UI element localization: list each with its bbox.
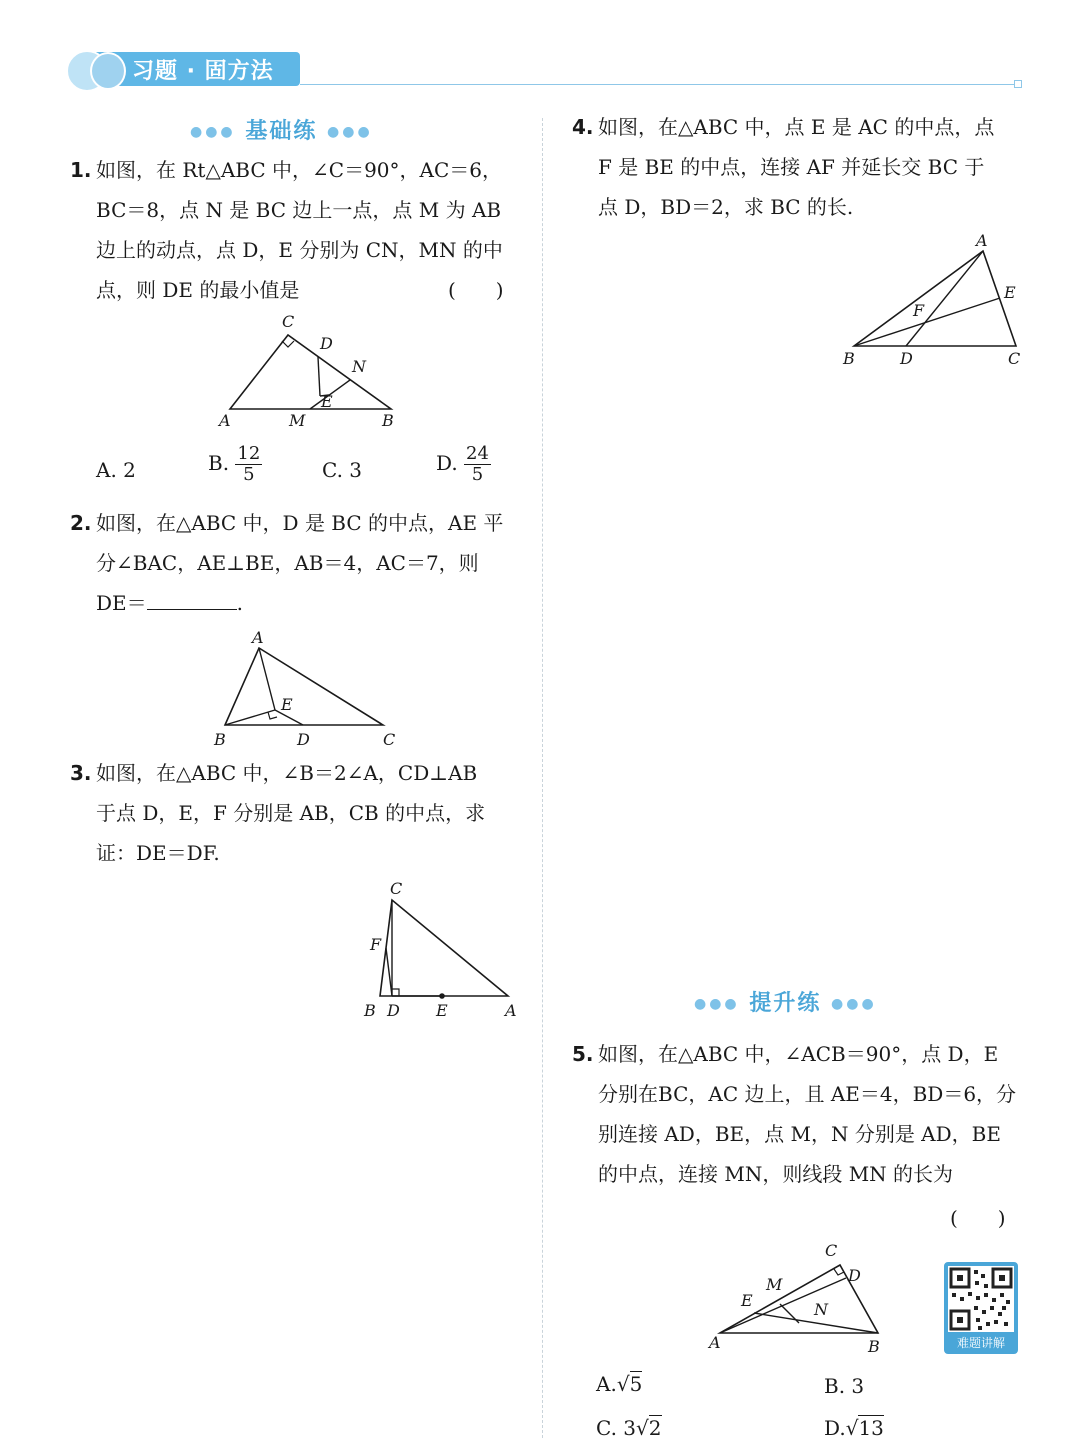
header-circle-icon-2 <box>90 52 126 90</box>
question-4-number: 4. <box>572 115 594 139</box>
question-3-line: 于点 D，E，F 分别是 AB，CB 的中点，求 <box>96 801 486 825</box>
question-5-line: 如图，在△ABC 中，∠ACB＝90°，点 D，E <box>598 1042 999 1066</box>
option-1b-den: 5 <box>243 464 255 485</box>
option-1d-fraction <box>464 444 491 485</box>
fig1-label-B: B <box>382 411 394 430</box>
question-4-line: 点 D，BD＝2，求 BC 的长. <box>598 195 854 219</box>
question-1-line: BC＝8，点 N 是 BC 边上一点，点 M 为 AB <box>96 198 502 222</box>
sqrt-icon: √ <box>845 1416 859 1440</box>
option-5b[interactable]: B. 3 <box>824 1374 865 1398</box>
fig2-label-C: C <box>383 730 396 749</box>
option-1d-prefix: D. <box>436 451 458 475</box>
question-2 <box>70 503 516 623</box>
fig4-label-E: E <box>1004 283 1016 302</box>
section-advanced-label: 提升练 <box>749 991 822 1016</box>
question-2-number: 2. <box>70 511 92 535</box>
option-5c-radicand: 2 <box>648 1416 662 1440</box>
question-5-line: 别连接 AD，BE，点 M，N 分别是 AD，BE <box>598 1122 1001 1146</box>
option-5d[interactable] <box>824 1416 884 1440</box>
option-1b-prefix: B. <box>208 451 230 475</box>
dots-left-icon: ●●● <box>694 996 740 1012</box>
option-1d-num: 24 <box>466 443 489 464</box>
fig4-label-A: A <box>976 231 988 250</box>
fig5-label-N: N <box>814 1300 828 1319</box>
question-3 <box>70 753 516 873</box>
fig1-label-E: E <box>321 392 333 411</box>
question-2-line <box>96 583 516 623</box>
fig5-label-B: B <box>868 1337 880 1356</box>
fig5-label-D: D <box>848 1266 861 1285</box>
option-1d[interactable] <box>436 444 491 485</box>
option-5a-radicand: 5 <box>629 1372 643 1396</box>
fig3-label-D: D <box>387 1001 400 1020</box>
dots-right-icon: ●●● <box>831 996 877 1012</box>
question-3-line: 证：DE＝DF. <box>96 841 220 865</box>
answer-paren-5: ( ) <box>950 1206 1006 1230</box>
sqrt-icon: √ <box>616 1372 630 1396</box>
figure-3 <box>360 876 525 1021</box>
option-1b[interactable] <box>208 444 262 485</box>
fig5-label-E: E <box>741 1291 753 1310</box>
fig1-label-A: A <box>219 411 231 430</box>
section-basic <box>190 114 373 145</box>
fig4-label-D: D <box>900 349 913 368</box>
dots-right-icon: ●●● <box>327 124 373 140</box>
fig5-label-M: M <box>766 1275 783 1294</box>
fig3-label-C: C <box>390 879 403 898</box>
question-5-line: 的中点，连接 MN，则线段 MN 的长为 <box>598 1162 954 1186</box>
fig2-label-A: A <box>252 628 264 647</box>
sqrt-icon: √ <box>636 1416 649 1440</box>
option-5d-radicand: 13 <box>858 1416 884 1440</box>
page-header-title: 习题 · 固方法 <box>132 59 274 84</box>
option-5c-prefix: C. 3 <box>596 1416 637 1440</box>
fig4-label-C: C <box>1008 349 1021 368</box>
section-advanced <box>694 986 877 1017</box>
question-5-line: 分别在BC，AC 边上，且 AE＝4，BD＝6，分 <box>598 1082 1017 1106</box>
question-1-number: 1. <box>70 158 92 182</box>
column-divider <box>542 118 543 1438</box>
fig3-label-A: A <box>505 1001 517 1020</box>
option-5c[interactable] <box>596 1416 662 1440</box>
question-2-line: 分∠BAC，AE⊥BE，AB＝4，AC＝7，则 <box>96 551 479 575</box>
question-3-number: 3. <box>70 761 92 785</box>
option-1c[interactable]: C. 3 <box>322 458 363 482</box>
question-3-line: 如图，在△ABC 中，∠B＝2∠A，CD⊥AB <box>96 761 478 785</box>
question-2-period: . <box>236 591 243 615</box>
qr-code[interactable] <box>944 1262 1018 1354</box>
option-1b-num: 12 <box>237 443 261 464</box>
fig2-label-E: E <box>281 695 293 714</box>
fig4-label-B: B <box>843 349 855 368</box>
fig5-label-A: A <box>709 1333 721 1352</box>
answer-paren-1: ( ) <box>448 278 504 302</box>
fig1-label-C: C <box>282 312 295 331</box>
section-basic-label: 基础练 <box>245 119 318 144</box>
option-1d-den: 5 <box>471 464 484 485</box>
answer-blank-2[interactable] <box>147 589 237 610</box>
qr-label: 难题讲解 <box>956 1336 1005 1350</box>
question-5 <box>572 1034 1018 1194</box>
fig1-label-M: M <box>289 411 306 430</box>
qr-pattern <box>948 1266 1014 1332</box>
fig5-label-C: C <box>825 1241 838 1260</box>
fig3-label-E: E <box>436 1001 448 1020</box>
question-1-line: 边上的动点，点 D，E 分别为 CN，MN 的中 <box>96 238 503 262</box>
option-5d-prefix: D. <box>824 1416 846 1440</box>
question-4 <box>572 107 1018 227</box>
question-1-line: 点，则 DE 的最小值是 <box>96 278 300 302</box>
header-rule-end <box>1014 80 1022 88</box>
question-1-line: 如图，在 Rt△ABC 中，∠C＝90°，AC＝6， <box>96 158 502 182</box>
question-5-number: 5. <box>572 1042 594 1066</box>
figure-1 <box>210 310 410 435</box>
option-1b-fraction <box>235 444 262 485</box>
fig2-label-D: D <box>297 730 310 749</box>
dots-left-icon: ●●● <box>190 124 236 140</box>
question-4-line: 如图，在△ABC 中，点 E 是 AC 的中点，点 <box>598 115 995 139</box>
header-rule <box>300 84 1015 85</box>
question-4-line: F 是 BE 的中点，连接 AF 并延长交 BC 于 <box>598 155 985 179</box>
fig1-label-N: N <box>352 357 366 376</box>
question-2-line: 如图，在△ABC 中，D 是 BC 的中点，AE 平 <box>96 511 504 535</box>
option-1a[interactable]: A. 2 <box>96 458 136 482</box>
qr-code-icon <box>948 1266 1014 1332</box>
fig2-label-B: B <box>214 730 226 749</box>
figure-5 <box>700 1238 895 1358</box>
fig3-label-B: B <box>364 1001 376 1020</box>
option-5a[interactable] <box>596 1372 642 1396</box>
question-2-de-label: DE＝ <box>96 591 147 615</box>
fig4-label-F: F <box>913 301 925 320</box>
figure-4 <box>836 228 1031 373</box>
option-5a-prefix: A. <box>596 1372 617 1396</box>
fig1-label-D: D <box>320 334 333 353</box>
fig3-label-F: F <box>370 935 382 954</box>
figure-2 <box>205 628 405 750</box>
